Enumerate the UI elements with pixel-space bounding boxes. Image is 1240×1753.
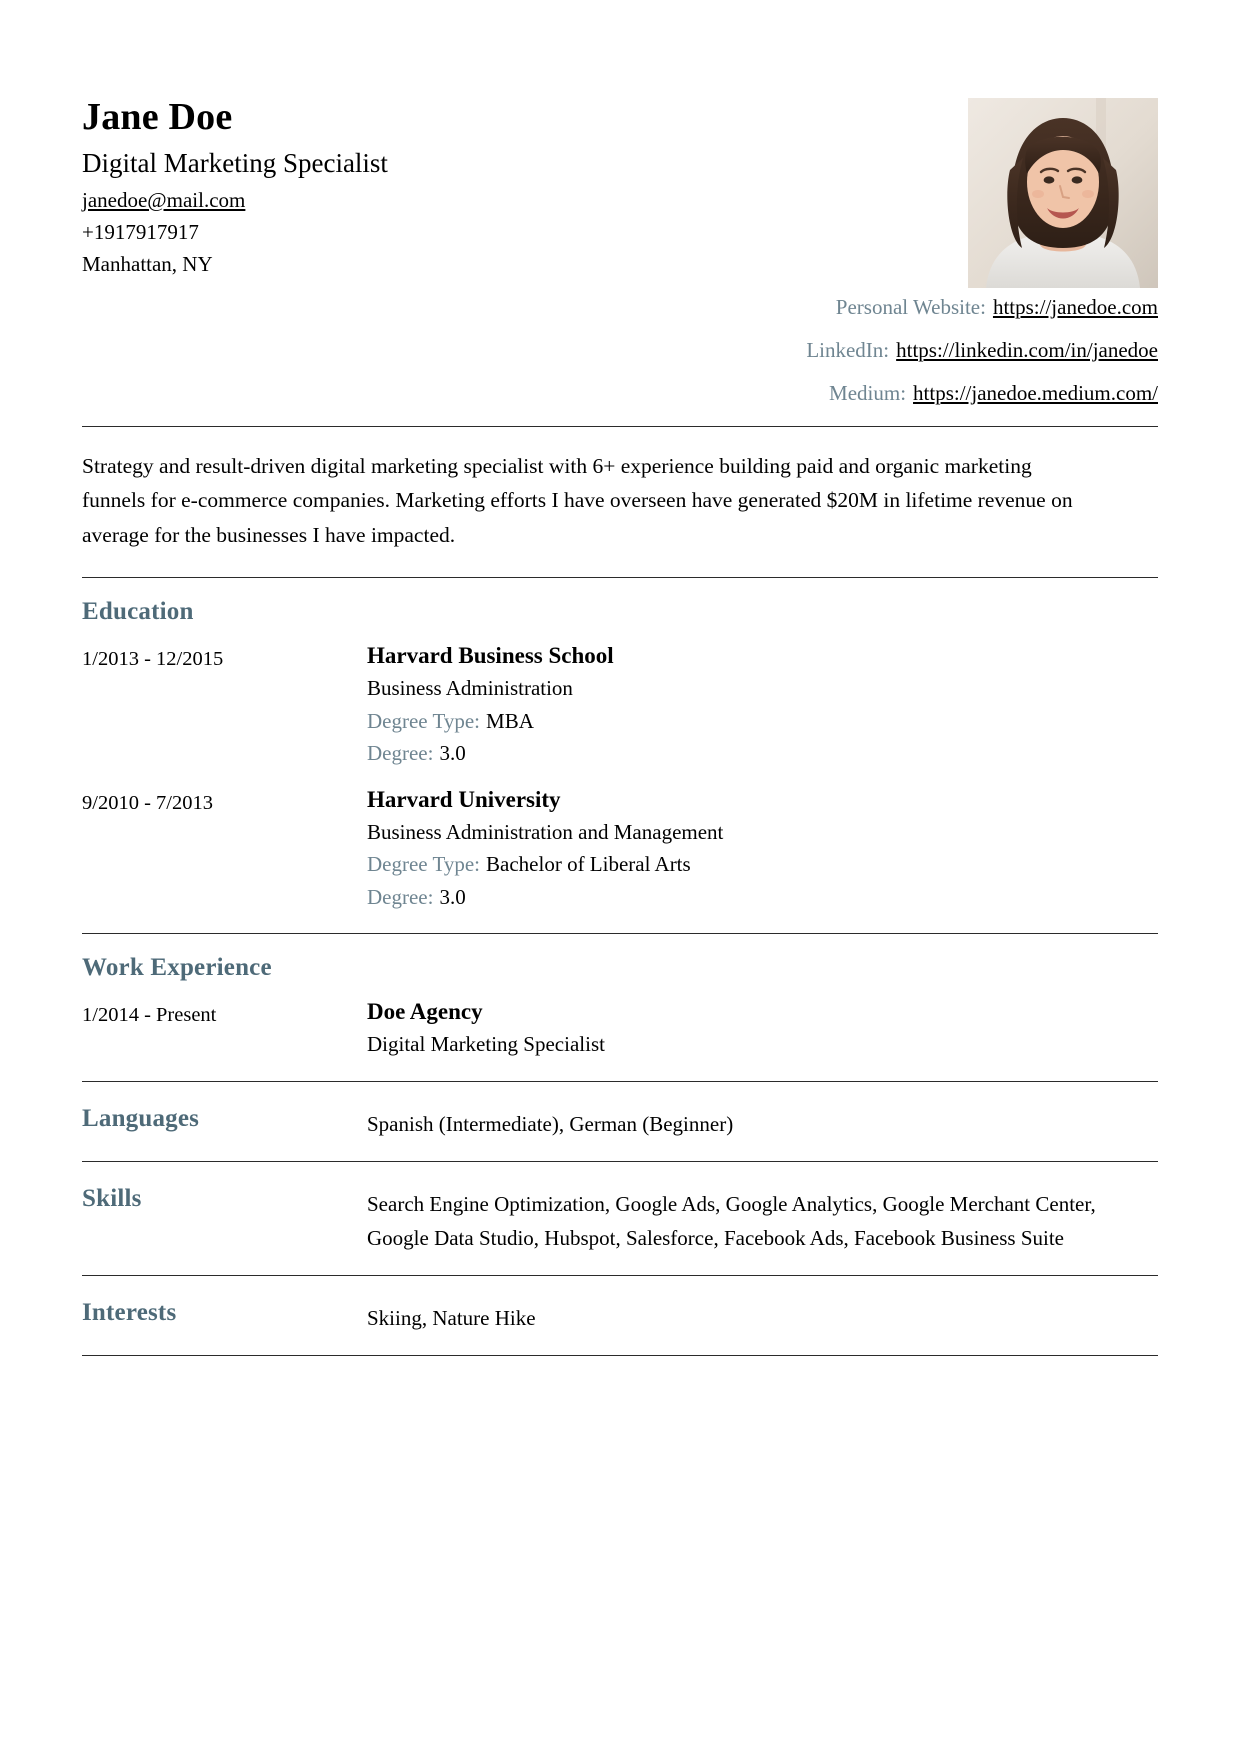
education-degree-gpa bbox=[367, 881, 1158, 914]
languages-content: Spanish (Intermediate), German (Beginner) bbox=[367, 1111, 734, 1136]
resume-header bbox=[82, 0, 1158, 404]
link-url[interactable]: https://janedoe.medium.com/ bbox=[913, 380, 1158, 405]
interests-content: Skiing, Nature Hike bbox=[367, 1306, 536, 1331]
degree-type-value: MBA bbox=[486, 708, 534, 733]
education-entry-body bbox=[367, 784, 1158, 914]
header-links bbox=[82, 294, 1158, 405]
degree-type-label: Degree Type: bbox=[367, 852, 481, 877]
profile-photo-image bbox=[968, 98, 1158, 288]
education-degree-type bbox=[367, 848, 1158, 881]
education-entry bbox=[82, 784, 1158, 914]
degree-value: 3.0 bbox=[439, 741, 466, 766]
education-entry-date: 9/2010 - 7/2013 bbox=[82, 791, 213, 814]
divider-after-interests bbox=[82, 1355, 1158, 1356]
professional-summary: Strategy and result-driven digital marketing specialist with 6+ experience building paid and organic marketing funnels for e-commerce companies. Marketing efforts I have overseen have generated $20M in lifetime revenue on average for the businesses I have impacted. bbox=[82, 453, 1073, 548]
education-institution: Harvard University bbox=[367, 786, 561, 812]
degree-label: Degree: bbox=[367, 741, 434, 766]
contact-location: Manhattan, NY bbox=[82, 251, 213, 276]
section-heading-interests: Interests bbox=[82, 1299, 177, 1327]
profile-photo bbox=[968, 98, 1158, 288]
section-heading-languages: Languages bbox=[82, 1104, 200, 1132]
education-entry-date: 1/2013 - 12/2015 bbox=[82, 648, 224, 671]
work-entry-date: 1/2014 - Present bbox=[82, 1004, 217, 1027]
section-heading-work-experience: Work Experience bbox=[82, 954, 272, 982]
link-label: Medium: bbox=[829, 380, 907, 405]
contact-phone: +1917917917 bbox=[82, 219, 199, 244]
divider-after-header bbox=[82, 426, 1158, 427]
section-heading-skills: Skills bbox=[82, 1184, 142, 1212]
candidate-title: Digital Marketing Specialist bbox=[82, 147, 388, 178]
link-label: Personal Website: bbox=[835, 294, 986, 319]
education-field: Business Administration and Management bbox=[367, 819, 724, 844]
education-field: Business Administration bbox=[367, 676, 573, 701]
education-degree-type bbox=[367, 705, 1158, 738]
degree-type-label: Degree Type: bbox=[367, 708, 481, 733]
link-row-personal-website[interactable] bbox=[82, 294, 1158, 319]
section-work-experience bbox=[82, 934, 1158, 1081]
education-entry bbox=[82, 640, 1158, 770]
identity-block bbox=[82, 96, 722, 281]
section-heading-education: Education bbox=[82, 598, 194, 626]
skills-content: Search Engine Optimization, Google Ads, Google Analytics, Google Merchant Center, Google Data Studio, Hubspot, Salesforce, Facebook Ads, Facebook Business Suite bbox=[367, 1191, 1096, 1250]
education-degree-gpa bbox=[367, 737, 1158, 770]
work-role: Digital Marketing Specialist bbox=[367, 1032, 605, 1057]
section-interests bbox=[82, 1276, 1158, 1355]
section-languages bbox=[82, 1082, 1158, 1161]
degree-type-value: Bachelor of Liberal Arts bbox=[486, 852, 691, 877]
work-entry-body bbox=[367, 996, 1158, 1061]
degree-label: Degree: bbox=[367, 884, 434, 909]
section-skills bbox=[82, 1162, 1158, 1275]
link-label: LinkedIn: bbox=[806, 337, 890, 362]
contact-email[interactable]: janedoe@mail.com bbox=[82, 187, 246, 212]
link-row-medium[interactable] bbox=[82, 380, 1158, 405]
link-url[interactable]: https://janedoe.com bbox=[992, 294, 1158, 319]
work-company: Doe Agency bbox=[367, 999, 483, 1025]
candidate-name: Jane Doe bbox=[82, 96, 233, 138]
education-entry-body bbox=[367, 640, 1158, 770]
education-institution: Harvard Business School bbox=[367, 643, 614, 669]
work-entry bbox=[82, 996, 1158, 1061]
degree-value: 3.0 bbox=[439, 884, 466, 909]
link-row-linkedin[interactable] bbox=[82, 337, 1158, 362]
link-url[interactable]: https://linkedin.com/in/janedoe bbox=[896, 337, 1158, 362]
section-education bbox=[82, 578, 1158, 933]
